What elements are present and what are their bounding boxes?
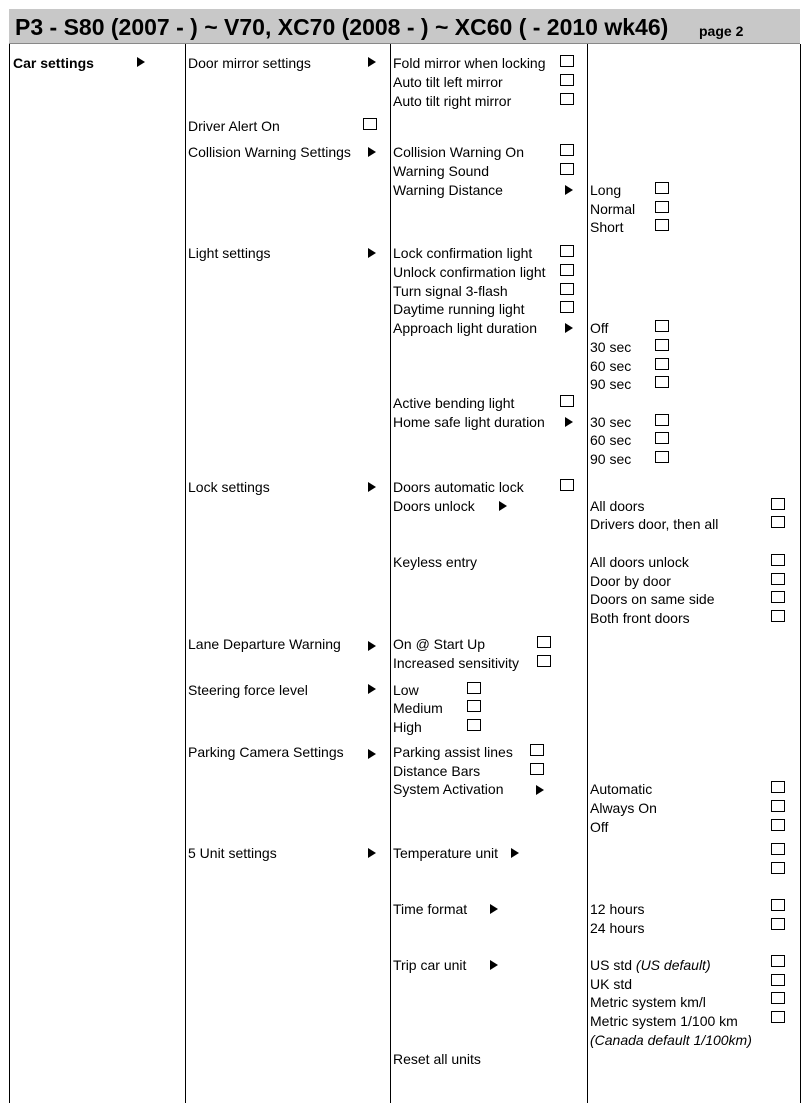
option-unlock-confirmation-light: Unlock confirmation light xyxy=(393,264,546,280)
high-checkbox[interactable] xyxy=(467,719,481,731)
arrow-right-icon xyxy=(536,785,544,795)
menu-time-format[interactable]: Time format xyxy=(393,901,468,917)
arrow-right-icon xyxy=(368,57,376,67)
option-us-std xyxy=(590,957,711,973)
option-daytime-running: Daytime running light xyxy=(393,301,525,317)
menu-car-settings[interactable]: Car settings xyxy=(13,55,94,71)
doors-same-side-checkbox[interactable] xyxy=(771,591,785,603)
option-active-bending: Active bending light xyxy=(393,395,515,411)
option-both-front: Both front doors xyxy=(590,610,690,626)
arrow-right-icon xyxy=(368,749,376,759)
arrow-right-icon xyxy=(368,641,376,651)
column-divider xyxy=(587,44,588,1103)
medium-checkbox[interactable] xyxy=(467,700,481,712)
us-std-checkbox[interactable] xyxy=(771,955,785,967)
menu-system-activation[interactable]: System Activation xyxy=(393,781,504,797)
turn-signal-checkbox[interactable] xyxy=(560,283,574,295)
menu-trip-car-unit[interactable]: Trip car unit xyxy=(393,957,467,973)
column-divider xyxy=(390,44,391,1103)
system-off-checkbox[interactable] xyxy=(771,819,785,831)
arrow-right-icon xyxy=(137,57,145,67)
option-driver-alert: Driver Alert On xyxy=(188,118,280,134)
fold-mirror-checkbox[interactable] xyxy=(560,55,574,67)
option-doors-auto-lock: Doors automatic lock xyxy=(393,479,524,495)
homesafe-90-checkbox[interactable] xyxy=(655,451,669,463)
option-uk-std: UK std xyxy=(590,976,633,992)
option-long: Long xyxy=(590,182,622,198)
option-increased-sensitivity: Increased sensitivity xyxy=(393,655,520,671)
all-doors-unlock-checkbox[interactable] xyxy=(771,554,785,566)
option-short: Short xyxy=(590,219,624,235)
distance-bars-checkbox[interactable] xyxy=(530,763,544,775)
daytime-running-checkbox[interactable] xyxy=(560,301,574,313)
menu-lock-settings[interactable]: Lock settings xyxy=(188,479,270,495)
option-approach-off: Off xyxy=(590,320,609,336)
temperature-unit-checkbox[interactable] xyxy=(771,843,785,855)
warning-sound-checkbox[interactable] xyxy=(560,163,574,175)
option-12-hours: 12 hours xyxy=(590,901,645,917)
option-automatic: Automatic xyxy=(590,781,653,797)
menu-light-settings[interactable]: Light settings xyxy=(188,245,271,261)
homesafe-30-checkbox[interactable] xyxy=(655,414,669,426)
option-auto-tilt-left: Auto tilt left mirror xyxy=(393,74,503,90)
menu-lane-departure[interactable]: Lane Departure Warning xyxy=(188,636,341,652)
approach-90-checkbox[interactable] xyxy=(655,376,669,388)
option-homesafe-90: 90 sec xyxy=(590,451,632,467)
normal-checkbox[interactable] xyxy=(655,201,669,213)
menu-unit-settings[interactable]: 5 Unit settings xyxy=(188,845,277,861)
collision-warning-on-checkbox[interactable] xyxy=(560,144,574,156)
driver-alert-checkbox[interactable] xyxy=(363,118,377,130)
uk-std-checkbox[interactable] xyxy=(771,974,785,986)
drivers-door-checkbox[interactable] xyxy=(771,516,785,528)
arrow-right-icon xyxy=(499,501,507,511)
approach-60-checkbox[interactable] xyxy=(655,358,669,370)
option-approach-30: 30 sec xyxy=(590,339,632,355)
menu-home-safe[interactable]: Home safe light duration xyxy=(393,414,545,430)
option-turn-signal: Turn signal 3-flash xyxy=(393,283,508,299)
arrow-right-icon xyxy=(368,848,376,858)
option-drivers-door: Drivers door, then all xyxy=(590,516,719,532)
option-all-doors-unlock: All doors unlock xyxy=(590,554,689,570)
menu-parking-camera[interactable]: Parking Camera Settings xyxy=(188,744,344,760)
menu-warning-distance[interactable]: Warning Distance xyxy=(393,182,503,198)
12-hours-checkbox[interactable] xyxy=(771,899,785,911)
option-fold-mirror: Fold mirror when locking xyxy=(393,55,546,71)
option-system-off: Off xyxy=(590,819,609,835)
option-door-by-door: Door by door xyxy=(590,573,671,589)
option-metric-100: Metric system 1/100 km xyxy=(590,1013,738,1029)
menu-approach-light[interactable]: Approach light duration xyxy=(393,320,537,336)
option-normal: Normal xyxy=(590,201,636,217)
arrow-right-icon xyxy=(565,185,573,195)
approach-off-checkbox[interactable] xyxy=(655,320,669,332)
menu-doors-unlock[interactable]: Doors unlock xyxy=(393,498,475,514)
metric-100-checkbox[interactable] xyxy=(771,1011,785,1023)
both-front-checkbox[interactable] xyxy=(771,610,785,622)
low-checkbox[interactable] xyxy=(467,682,481,694)
column-divider xyxy=(800,44,801,1103)
always-on-checkbox[interactable] xyxy=(771,800,785,812)
option-low: Low xyxy=(393,682,419,698)
metric-kml-checkbox[interactable] xyxy=(771,992,785,1004)
door-by-door-checkbox[interactable] xyxy=(771,573,785,585)
short-checkbox[interactable] xyxy=(655,219,669,231)
menu-steering-force[interactable]: Steering force level xyxy=(188,682,308,698)
approach-30-checkbox[interactable] xyxy=(655,339,669,351)
doors-auto-lock-checkbox[interactable] xyxy=(560,479,574,491)
homesafe-60-checkbox[interactable] xyxy=(655,432,669,444)
page-title: P3 - S80 (2007 - ) ~ V70, XC70 (2008 - ) ~ XC60 ( - 2010 wk46) xyxy=(15,14,669,40)
menu-collision-warning-settings[interactable]: Collision Warning Settings xyxy=(188,144,351,160)
on-start-up-checkbox[interactable] xyxy=(537,636,551,648)
column-divider xyxy=(185,44,186,1103)
arrow-right-icon xyxy=(490,904,498,914)
option-on-start-up: On @ Start Up xyxy=(393,636,486,652)
option-warning-sound: Warning Sound xyxy=(393,163,489,179)
option-collision-warning-on: Collision Warning On xyxy=(393,144,524,160)
option-reset-units[interactable]: Reset all units xyxy=(393,1051,481,1067)
column-divider xyxy=(9,44,10,1103)
auto-tilt-right-checkbox[interactable] xyxy=(560,93,574,105)
long-checkbox[interactable] xyxy=(655,182,669,194)
lock-confirmation-light-checkbox[interactable] xyxy=(560,245,574,257)
option-all-doors: All doors xyxy=(590,498,645,514)
menu-door-mirror-settings[interactable]: Door mirror settings xyxy=(188,55,311,71)
option-auto-tilt-right: Auto tilt right mirror xyxy=(393,93,512,109)
automatic-checkbox[interactable] xyxy=(771,781,785,793)
parking-assist-lines-checkbox[interactable] xyxy=(530,744,544,756)
arrow-right-icon xyxy=(368,482,376,492)
all-doors-checkbox[interactable] xyxy=(771,498,785,510)
option-high: High xyxy=(393,719,422,735)
option-homesafe-60: 60 sec xyxy=(590,432,632,448)
us-default-note: (US default) xyxy=(635,957,711,973)
active-bending-checkbox[interactable] xyxy=(560,395,574,407)
option-metric-kml: Metric system km/l xyxy=(590,994,706,1010)
arrow-right-icon xyxy=(511,848,519,858)
menu-temperature-unit[interactable]: Temperature unit xyxy=(393,845,499,861)
option-approach-60: 60 sec xyxy=(590,358,632,374)
option-24-hours: 24 hours xyxy=(590,920,645,936)
arrow-right-icon xyxy=(368,248,376,258)
temperature-unit-checkbox[interactable] xyxy=(771,862,785,874)
arrow-right-icon xyxy=(565,417,573,427)
unlock-confirmation-light-checkbox[interactable] xyxy=(560,264,574,276)
option-medium: Medium xyxy=(393,700,443,716)
us-std-label: US std xyxy=(590,957,636,973)
auto-tilt-left-checkbox[interactable] xyxy=(560,74,574,86)
arrow-right-icon xyxy=(565,323,573,333)
arrow-right-icon xyxy=(490,960,498,970)
arrow-right-icon xyxy=(368,684,376,694)
arrow-right-icon xyxy=(368,147,376,157)
option-parking-assist-lines: Parking assist lines xyxy=(393,744,513,760)
page-number: page 2 xyxy=(699,23,744,39)
increased-sensitivity-checkbox[interactable] xyxy=(537,655,551,667)
option-doors-same-side: Doors on same side xyxy=(590,591,715,607)
24-hours-checkbox[interactable] xyxy=(771,918,785,930)
option-always-on: Always On xyxy=(590,800,657,816)
canada-default-note: (Canada default 1/100km) xyxy=(590,1032,752,1048)
page-header xyxy=(9,9,800,44)
option-approach-90: 90 sec xyxy=(590,376,632,392)
option-lock-confirmation-light: Lock confirmation light xyxy=(393,245,533,261)
option-distance-bars: Distance Bars xyxy=(393,763,481,779)
option-homesafe-30: 30 sec xyxy=(590,414,632,430)
option-keyless-entry: Keyless entry xyxy=(393,554,478,570)
